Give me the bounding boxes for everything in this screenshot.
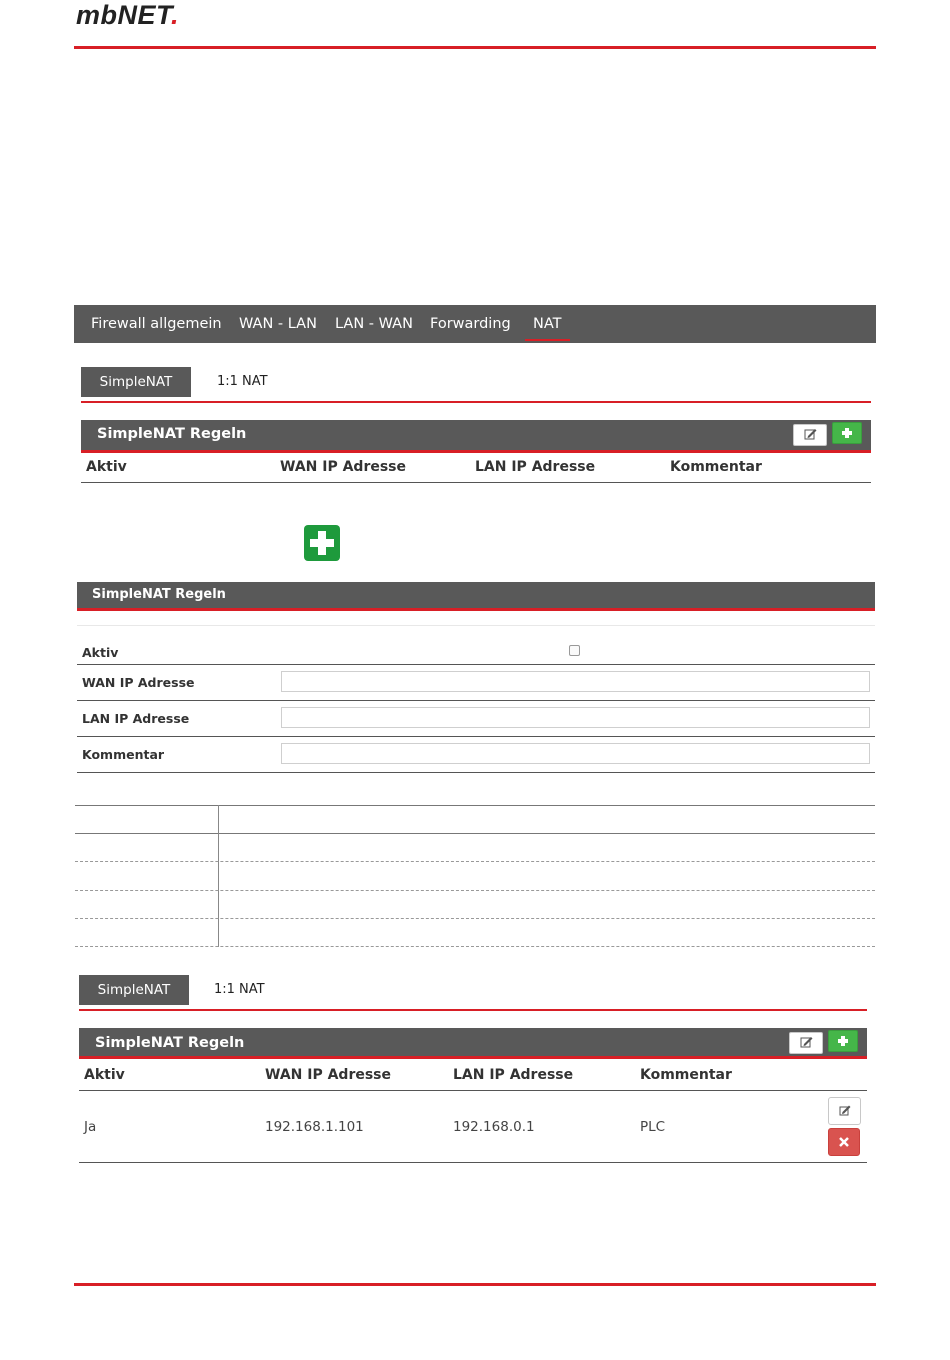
table-header-line xyxy=(81,482,871,483)
subtab-divider xyxy=(81,401,871,403)
grid-top-line xyxy=(75,805,875,806)
cell-wan-ip: 192.168.1.101 xyxy=(265,1119,364,1135)
panel-title: SimpleNAT Regeln xyxy=(95,1035,245,1051)
tab-nat[interactable]: NAT xyxy=(533,305,562,343)
form-row-line xyxy=(77,700,875,701)
cell-aktiv: Ja xyxy=(84,1119,97,1135)
subtab-1to1-nat[interactable]: 1:1 NAT xyxy=(217,374,268,389)
grid-row xyxy=(75,918,875,919)
add-button[interactable] xyxy=(828,1030,858,1052)
panel-title: SimpleNAT Regeln xyxy=(97,426,247,442)
table-bottom-line xyxy=(79,1162,867,1163)
subtab-simplenat[interactable]: SimpleNAT xyxy=(81,367,191,397)
row-delete-button[interactable] xyxy=(828,1128,860,1156)
label-wan-ip: WAN IP Adresse xyxy=(82,675,195,690)
grid-header-line xyxy=(75,833,875,834)
plus-icon xyxy=(829,1031,857,1051)
tab-firewall-allgemein[interactable]: Firewall allgemein xyxy=(91,316,222,332)
grid-row xyxy=(75,861,875,862)
label-lan-ip: LAN IP Adresse xyxy=(82,711,190,726)
aktiv-checkbox[interactable] xyxy=(569,645,580,656)
edit-icon xyxy=(794,425,826,445)
col-lan-ip: LAN IP Adresse xyxy=(475,459,596,475)
subtab-simplenat[interactable]: SimpleNAT xyxy=(79,975,189,1005)
subtab-divider xyxy=(79,1009,867,1011)
panel-header xyxy=(81,420,871,453)
footer-divider xyxy=(74,1283,876,1286)
cell-kommentar: PLC xyxy=(640,1119,666,1135)
brand-logo: mbNET. xyxy=(76,0,180,30)
form-header xyxy=(77,582,875,611)
col-lan-ip: LAN IP Adresse xyxy=(453,1067,574,1083)
plus-icon xyxy=(833,423,861,443)
grid-row xyxy=(75,946,875,947)
edit-button[interactable] xyxy=(793,424,827,446)
firewall-nav xyxy=(74,305,876,343)
col-aktiv: Aktiv xyxy=(86,459,127,475)
add-button[interactable] xyxy=(832,422,862,444)
form-top-line xyxy=(77,625,875,626)
col-kommentar: Kommentar xyxy=(670,459,762,475)
col-wan-ip: WAN IP Adresse xyxy=(265,1067,391,1083)
grid-row xyxy=(75,890,875,891)
big-plus-icon[interactable] xyxy=(304,525,340,561)
edit-icon xyxy=(829,1098,860,1124)
kommentar-input[interactable] xyxy=(281,743,870,764)
tab-wan-lan[interactable]: WAN - LAN xyxy=(239,316,317,332)
label-aktiv: Aktiv xyxy=(82,645,119,660)
form-row-line xyxy=(77,664,875,665)
subtab-1to1-nat[interactable]: 1:1 NAT xyxy=(214,982,265,997)
close-icon xyxy=(829,1129,859,1155)
form-row-line xyxy=(77,772,875,773)
edit-button[interactable] xyxy=(789,1032,823,1054)
header-divider xyxy=(74,46,876,49)
col-aktiv: Aktiv xyxy=(84,1067,125,1083)
form-row-line xyxy=(77,736,875,737)
tab-forwarding[interactable]: Forwarding xyxy=(430,316,511,332)
tab-lan-wan[interactable]: LAN - WAN xyxy=(335,316,413,332)
edit-icon xyxy=(790,1033,822,1053)
label-kommentar: Kommentar xyxy=(82,747,165,762)
row-edit-button[interactable] xyxy=(828,1097,861,1125)
lan-ip-input[interactable] xyxy=(281,707,870,728)
grid-column-divider xyxy=(218,805,219,947)
cell-lan-ip: 192.168.0.1 xyxy=(453,1119,535,1135)
wan-ip-input[interactable] xyxy=(281,671,870,692)
form-title: SimpleNAT Regeln xyxy=(92,587,226,602)
col-kommentar: Kommentar xyxy=(640,1067,732,1083)
table-header-line xyxy=(79,1090,867,1091)
panel-header xyxy=(79,1028,867,1059)
col-wan-ip: WAN IP Adresse xyxy=(280,459,406,475)
